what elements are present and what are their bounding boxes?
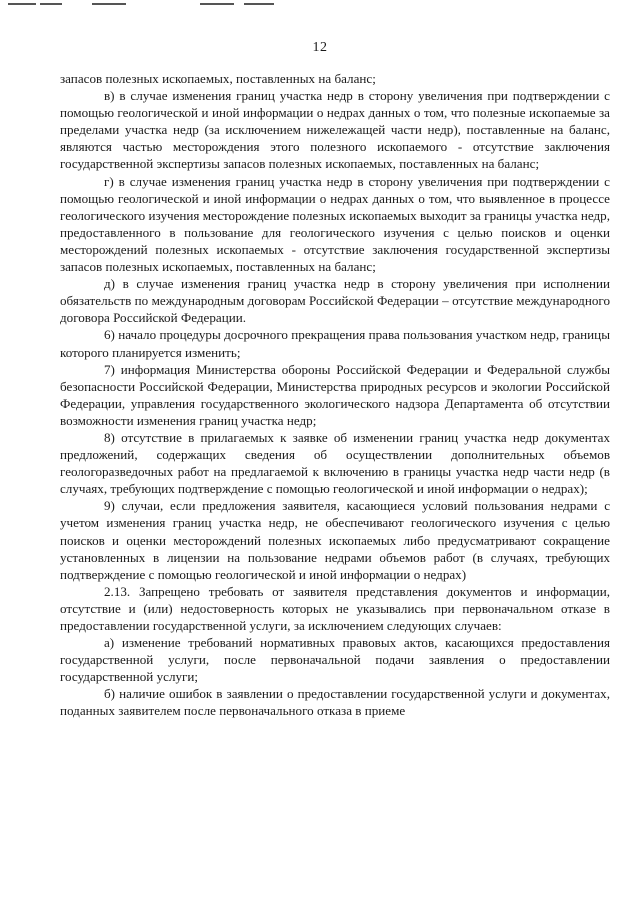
- paragraph-section-2-13: 2.13. Запрещено требовать от заявителя представления документов и информации, отсутствие и (или) недостоверность которых не указывались при первоначальном отказе в предоставлении государственной услуги, за исключением следующих случаев:: [60, 583, 610, 633]
- document-body: [60, 70, 610, 720]
- paragraph-continuation: запасов полезных ископаемых, поставленных на баланс;: [60, 71, 376, 86]
- paragraph-item-8: 8) отсутствие в прилагаемых к заявке об изменении границ участка недр документах предложений, содержащих сведения об осуществлении дополнительных объемов геологоразведочных работ на предлагаемой к включению в границы участка недр части недр (в случаях, требующих подтверждение с помощью геологической и иной информации о недрах);: [60, 429, 610, 497]
- paragraph-item-b: б) наличие ошибок в заявлении о предоставлении государственной услуги и документах, поданных заявителем после первоначального отказа в приеме: [60, 686, 610, 719]
- scan-edge-marks: [0, 2, 640, 8]
- paragraph-item-v: в) в случае изменения границ участка недр в сторону увеличения при подтверждении с помощью геологической и иной информации о недрах данных о том, что полезные ископаемые за пределами участка недр (за исключением нижележащей части недр), поставленные на баланс, являются частью месторождения этого полезного ископаемого - отсутствие заключения государственной экспертизы запасов полезных ископаемых, поставленных на баланс;: [60, 88, 610, 172]
- paragraph-item-a: а) изменение требований нормативных правовых актов, касающихся предоставления государственной услуги, после первоначальной подачи заявления о предоставлении государственной услуги;: [60, 635, 610, 685]
- paragraph-item-g: г) в случае изменения границ участка недр в сторону увеличения при подтверждении с помощью геологической и иной информации о недрах данных о том, что выявленное в процессе геологического изучения месторождение полезных ископаемых выходит за границы участка недр, предоставленного в пользование для геологического изучения с целью поисков и оценки месторождений полезных ископаемых - отсутствие заключения государственной экспертизы запасов полезных ископаемых, поставленных на баланс;: [60, 173, 610, 275]
- paragraph-item-6: 6) начало процедуры досрочного прекращения права пользования участком недр, границы которого планируется изменить;: [60, 327, 610, 360]
- paragraph-item-9: 9) случаи, если предложения заявителя, касающиеся условий пользования недрами с учетом изменения границ участка недр, не обеспечивают геологического изучения с целью поисков и оценки месторождений полезных ископаемых либо предусматривают сокращение установленных в лицензии на пользование недрами объемов работ (в случаях, требующих подтверждение с помощью геологической и иной информации о недрах): [60, 498, 610, 582]
- paragraph-item-d: д) в случае изменения границ участка недр в сторону увеличения при исполнении обязательств по международным договорам Российской Федерации – отсутствие международного договора Российской Федерации.: [60, 276, 610, 326]
- paragraph-item-7: 7) информация Министерства обороны Российской Федерации и Федеральной службы безопасности Российской Федерации, Министерства природных ресурсов и экологии Российской Федерации, управления государственного экологического надзора Департамента об отсутствии возможности изменения границ участка недр;: [60, 361, 610, 428]
- page-number: 12: [312, 40, 328, 55]
